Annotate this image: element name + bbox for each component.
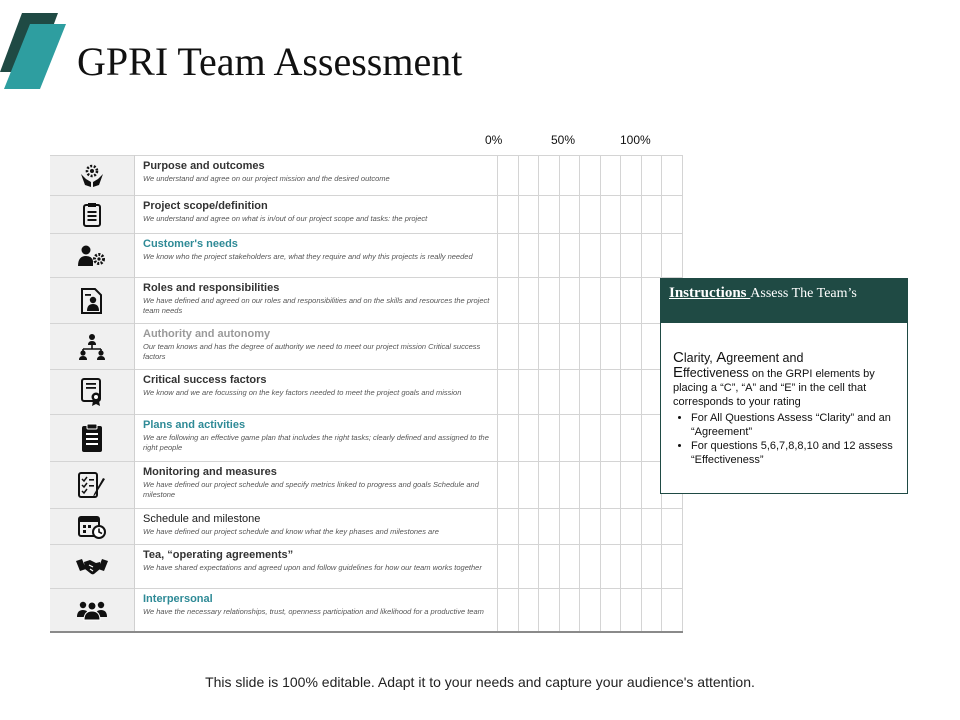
rating-cell[interactable] [600, 589, 621, 632]
rating-cell[interactable] [621, 509, 642, 545]
item-description: We know who the project stakeholders are, what they require and why this projects is really needed [143, 252, 473, 261]
rating-cell[interactable] [641, 196, 662, 234]
rating-cell[interactable] [518, 370, 539, 415]
assessment-table [50, 155, 683, 633]
rating-cell[interactable] [539, 156, 560, 196]
rating-cell[interactable] [518, 545, 539, 589]
rating-cell[interactable] [539, 545, 560, 589]
item-description: We understand and agree on what is in/out of our project scope and tasks: the project [143, 214, 428, 223]
rating-cell[interactable] [559, 589, 580, 632]
footer-note: This slide is 100% editable. Adapt it to your needs and capture your audience's attention. [205, 674, 755, 690]
item-title: Critical success factors [143, 374, 267, 386]
table-row [50, 196, 682, 234]
item-title: Monitoring and measures [143, 466, 277, 478]
rating-cell[interactable] [498, 415, 519, 462]
rating-cell[interactable] [600, 278, 621, 324]
rating-cell[interactable] [539, 415, 560, 462]
item-title: Tea, “operating agreements” [143, 549, 294, 561]
rating-cell[interactable] [518, 278, 539, 324]
rating-cell[interactable] [518, 462, 539, 509]
item-description: We have defined our project schedule and specify metrics linked to progress and goals Schedule and milestone [143, 480, 479, 499]
item-description: Our team knows and has the degree of authority we need to meet our project mission Critical success factors [143, 342, 481, 361]
rating-cell[interactable] [498, 324, 519, 370]
table-row [50, 370, 682, 415]
rating-cell[interactable] [600, 324, 621, 370]
page-title: GPRI Team Assessment [77, 39, 463, 84]
rating-cell[interactable] [580, 370, 601, 415]
rating-cell[interactable] [580, 156, 601, 196]
rating-cell[interactable] [641, 278, 662, 324]
rating-cell[interactable] [600, 509, 621, 545]
rating-cell[interactable] [621, 589, 642, 632]
letter-c: C [673, 349, 684, 366]
rating-cell[interactable] [539, 196, 560, 234]
rating-cell[interactable] [518, 589, 539, 632]
rating-cell[interactable] [580, 324, 601, 370]
rating-cell[interactable] [539, 462, 560, 509]
letter-a: A [716, 349, 727, 366]
checklist-pen-icon [77, 476, 107, 493]
instructions-box [660, 278, 908, 494]
list-item: • For All Questions Assess “Clarity” and an “Agreement” [691, 411, 895, 439]
instructions-subheading: Assess The Team’s [750, 286, 857, 301]
rating-cell[interactable] [621, 324, 642, 370]
item-description: We know and we are focussing on the key factors needed to meet the project goals and mission [143, 388, 462, 397]
rating-cell[interactable] [641, 370, 662, 415]
rating-cell[interactable] [539, 589, 560, 632]
rating-cell[interactable] [498, 462, 519, 509]
person-gear-icon [78, 247, 106, 264]
rating-cell[interactable] [518, 415, 539, 462]
rating-cell[interactable] [559, 196, 580, 234]
rating-cell[interactable] [539, 509, 560, 545]
clarity-text: larity, [683, 351, 717, 365]
rating-cell[interactable] [559, 324, 580, 370]
rating-cell[interactable] [498, 589, 519, 632]
table-row [50, 278, 682, 324]
rating-cell[interactable] [600, 370, 621, 415]
rating-cell[interactable] [580, 234, 601, 278]
rating-cell[interactable] [600, 196, 621, 234]
table-row [50, 324, 682, 370]
rating-cell[interactable] [498, 156, 519, 196]
rating-cell[interactable] [518, 324, 539, 370]
agreement-text: greement and [726, 351, 804, 365]
rating-cell[interactable] [621, 415, 642, 462]
rating-cell[interactable] [600, 234, 621, 278]
rating-cell[interactable] [662, 234, 683, 278]
rating-cell[interactable] [662, 156, 683, 196]
item-description: We have the necessary relationships, trust, openness participation and likelihood for a productive team [143, 607, 484, 616]
certificate-icon [80, 383, 104, 400]
rating-cell[interactable] [641, 509, 662, 545]
item-title: Customer's needs [143, 238, 238, 250]
rating-cell[interactable] [641, 415, 662, 462]
rating-cell[interactable] [641, 545, 662, 589]
rating-cell[interactable] [498, 196, 519, 234]
item-description: We understand and agree on our project mission and the desired outcome [143, 174, 390, 183]
item-description: We have defined and agreed on our roles and responsibilities and on the skills and resources the project team needs [143, 296, 490, 315]
rating-cell[interactable] [600, 462, 621, 509]
rating-cell[interactable] [498, 370, 519, 415]
calendar-clock-icon [78, 518, 106, 535]
table-row [50, 156, 682, 196]
rating-cell[interactable] [498, 509, 519, 545]
item-description: We have shared expectations and agreed upon and follow guidelines for how our team works together [143, 563, 482, 572]
rating-cell[interactable] [559, 156, 580, 196]
rating-cell[interactable] [662, 196, 683, 234]
effectiveness-text: ffectiveness [683, 366, 749, 380]
rating-cell[interactable] [559, 278, 580, 324]
rating-cell[interactable] [559, 415, 580, 462]
rating-cell[interactable] [662, 589, 683, 632]
rating-cell[interactable] [621, 462, 642, 509]
title-accent-shape [0, 10, 72, 90]
instructions-text: on the GRPI elements by placing a “C”, “A” and “E” in the cell that corresponds to your rating [673, 368, 875, 408]
table-row [50, 589, 682, 632]
instructions-heading: Instructions [669, 285, 751, 301]
rating-cell[interactable] [580, 278, 601, 324]
item-title: Roles and responsibilities [143, 282, 280, 294]
instructions-header [661, 279, 907, 323]
scale-label-50: 50% [551, 133, 576, 147]
id-document-icon [79, 292, 105, 309]
rating-cell[interactable] [580, 196, 601, 234]
clipboard-icon [81, 206, 103, 223]
item-title: Interpersonal [143, 593, 213, 605]
rating-cell[interactable] [518, 234, 539, 278]
rating-cell[interactable] [641, 462, 662, 509]
rating-cell[interactable] [621, 278, 642, 324]
rating-cell[interactable] [539, 278, 560, 324]
rating-cell[interactable] [518, 196, 539, 234]
instructions-list [673, 411, 895, 467]
instructions-body [661, 323, 907, 467]
rating-cell[interactable] [580, 509, 601, 545]
rating-cell[interactable] [539, 234, 560, 278]
rating-cell[interactable] [600, 415, 621, 462]
rating-cell[interactable] [580, 462, 601, 509]
table-row [50, 234, 682, 278]
item-title: Schedule and milestone [143, 513, 261, 525]
rating-cell[interactable] [641, 234, 662, 278]
scale-label-0: 0% [485, 133, 503, 147]
rating-cell[interactable] [559, 509, 580, 545]
item-title: Project scope/definition [143, 200, 268, 212]
team-icon [77, 601, 107, 618]
rating-cell[interactable] [662, 545, 683, 589]
rating-cell[interactable] [580, 589, 601, 632]
rating-cell[interactable] [662, 509, 683, 545]
rating-cell[interactable] [621, 156, 642, 196]
rating-cell[interactable] [559, 234, 580, 278]
clipboard-list-icon [80, 429, 104, 446]
rating-cell[interactable] [580, 545, 601, 589]
rating-cell[interactable] [559, 545, 580, 589]
table-row [50, 462, 682, 509]
rating-cell[interactable] [518, 509, 539, 545]
hands-gear-icon [79, 167, 105, 184]
item-description: We are following an effective game plan that includes the right tasks; clearly defined and assigned to the right people [143, 433, 489, 452]
rating-cell[interactable] [621, 196, 642, 234]
rating-cell[interactable] [498, 234, 519, 278]
rating-cell[interactable] [641, 156, 662, 196]
rating-cell[interactable] [559, 370, 580, 415]
item-description: We have defined our project schedule and know what the key phases and milestones are [143, 527, 439, 536]
letter-e: E [673, 364, 684, 381]
rating-cell[interactable] [621, 234, 642, 278]
list-item: • For questions 5,6,7,8,8,10 and 12 assess “Effectiveness” [691, 439, 895, 467]
handshake-icon [76, 558, 108, 575]
rating-cell[interactable] [641, 324, 662, 370]
item-title: Purpose and outcomes [143, 160, 265, 172]
rating-cell[interactable] [539, 370, 560, 415]
rating-cell[interactable] [641, 589, 662, 632]
rating-cell[interactable] [600, 156, 621, 196]
table-row [50, 415, 682, 462]
org-chart-icon [79, 338, 105, 355]
rating-cell[interactable] [580, 415, 601, 462]
table-row [50, 545, 682, 589]
rating-cell[interactable] [498, 545, 519, 589]
rating-cell[interactable] [498, 278, 519, 324]
scale-label-100: 100% [620, 133, 651, 147]
rating-cell[interactable] [600, 545, 621, 589]
rating-cell[interactable] [621, 545, 642, 589]
rating-cell[interactable] [518, 156, 539, 196]
rating-cell[interactable] [621, 370, 642, 415]
rating-cell[interactable] [539, 324, 560, 370]
item-title: Authority and autonomy [143, 328, 271, 340]
table-row [50, 509, 682, 545]
rating-cell[interactable] [559, 462, 580, 509]
item-title: Plans and activities [143, 419, 246, 431]
